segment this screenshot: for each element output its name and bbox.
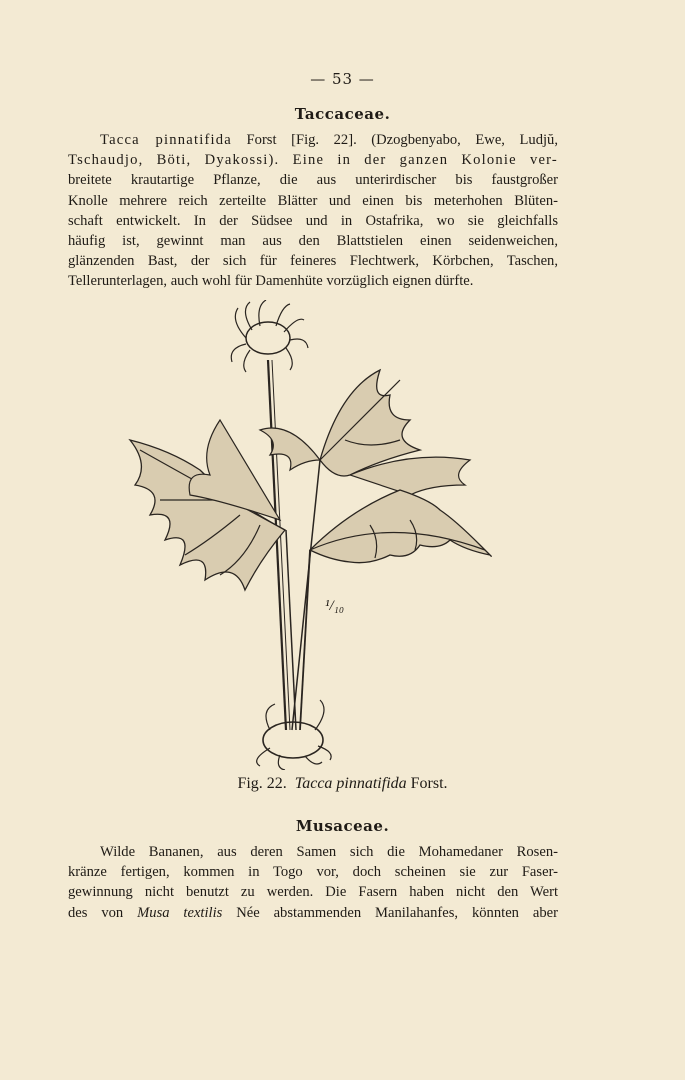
section-heading-musaceae: Musaceae.	[295, 817, 390, 835]
plant-illustration	[110, 300, 510, 770]
species-name: Tacca pinnatifida	[100, 132, 232, 148]
text-line	[68, 130, 558, 150]
text-segment: Forst [Fig. 22]. (Dzogbenyabo, Ewe, Ludjŭ,	[231, 132, 559, 148]
text-line: kränze fertigen, kommen in Togo vor, doch scheinen sie zur Faser-	[68, 864, 558, 881]
text-line: breitete krautartige Pflanze, die aus unterirdischer bis faustgroßer	[68, 172, 558, 189]
page-number: — 53 —	[310, 70, 375, 88]
text-line	[68, 903, 558, 923]
section-heading-taccaceae: Taccaceae.	[294, 105, 391, 123]
text-line: Tellerunterlagen, auch wohl für Damenhüte vorzüglich eignen dürfte.	[68, 273, 474, 290]
text-segment: des von	[68, 904, 138, 921]
species-name: Musa textilis	[137, 904, 223, 921]
text-line: Tschaudjo, Böti, Dyakossi). Eine in der ganzen Kolonie ver-	[68, 152, 558, 169]
caption-author: Forst.	[410, 775, 448, 792]
text-line: glänzenden Bast, der sich für feineres Flechtwerk, Körbchen, Taschen,	[68, 253, 558, 270]
text-line: schaft entwickelt. In der Südsee und in Ostafrika, wo sie gleichfalls	[68, 212, 558, 229]
text-line: häufig ist, gewinnt man aus den Blattstielen einen seidenweichen,	[68, 232, 558, 249]
caption-prefix: Fig. 22.	[237, 775, 287, 792]
text-segment: Née abstammenden Manilahanfes, könnten aber	[222, 904, 558, 921]
figure-caption	[0, 775, 685, 793]
caption-species: Tacca pinnatifida	[294, 775, 407, 792]
figure-plant-illustration	[110, 300, 510, 770]
paragraph-taccaceae	[68, 130, 558, 292]
text-line: gewinnung nicht benutzt zu werden. Die Fasern haben nicht den Wert	[68, 884, 558, 901]
paragraph-musaceae	[68, 842, 558, 923]
text-line: Wilde Bananen, aus deren Samen sich die Mohamedaner Rosen-	[100, 844, 558, 860]
text-line: Knolle mehrere reich zerteilte Blätter und einen bis meterhohen Blüten-	[68, 192, 558, 209]
scale-mark: ¹/₁₀	[325, 598, 345, 614]
